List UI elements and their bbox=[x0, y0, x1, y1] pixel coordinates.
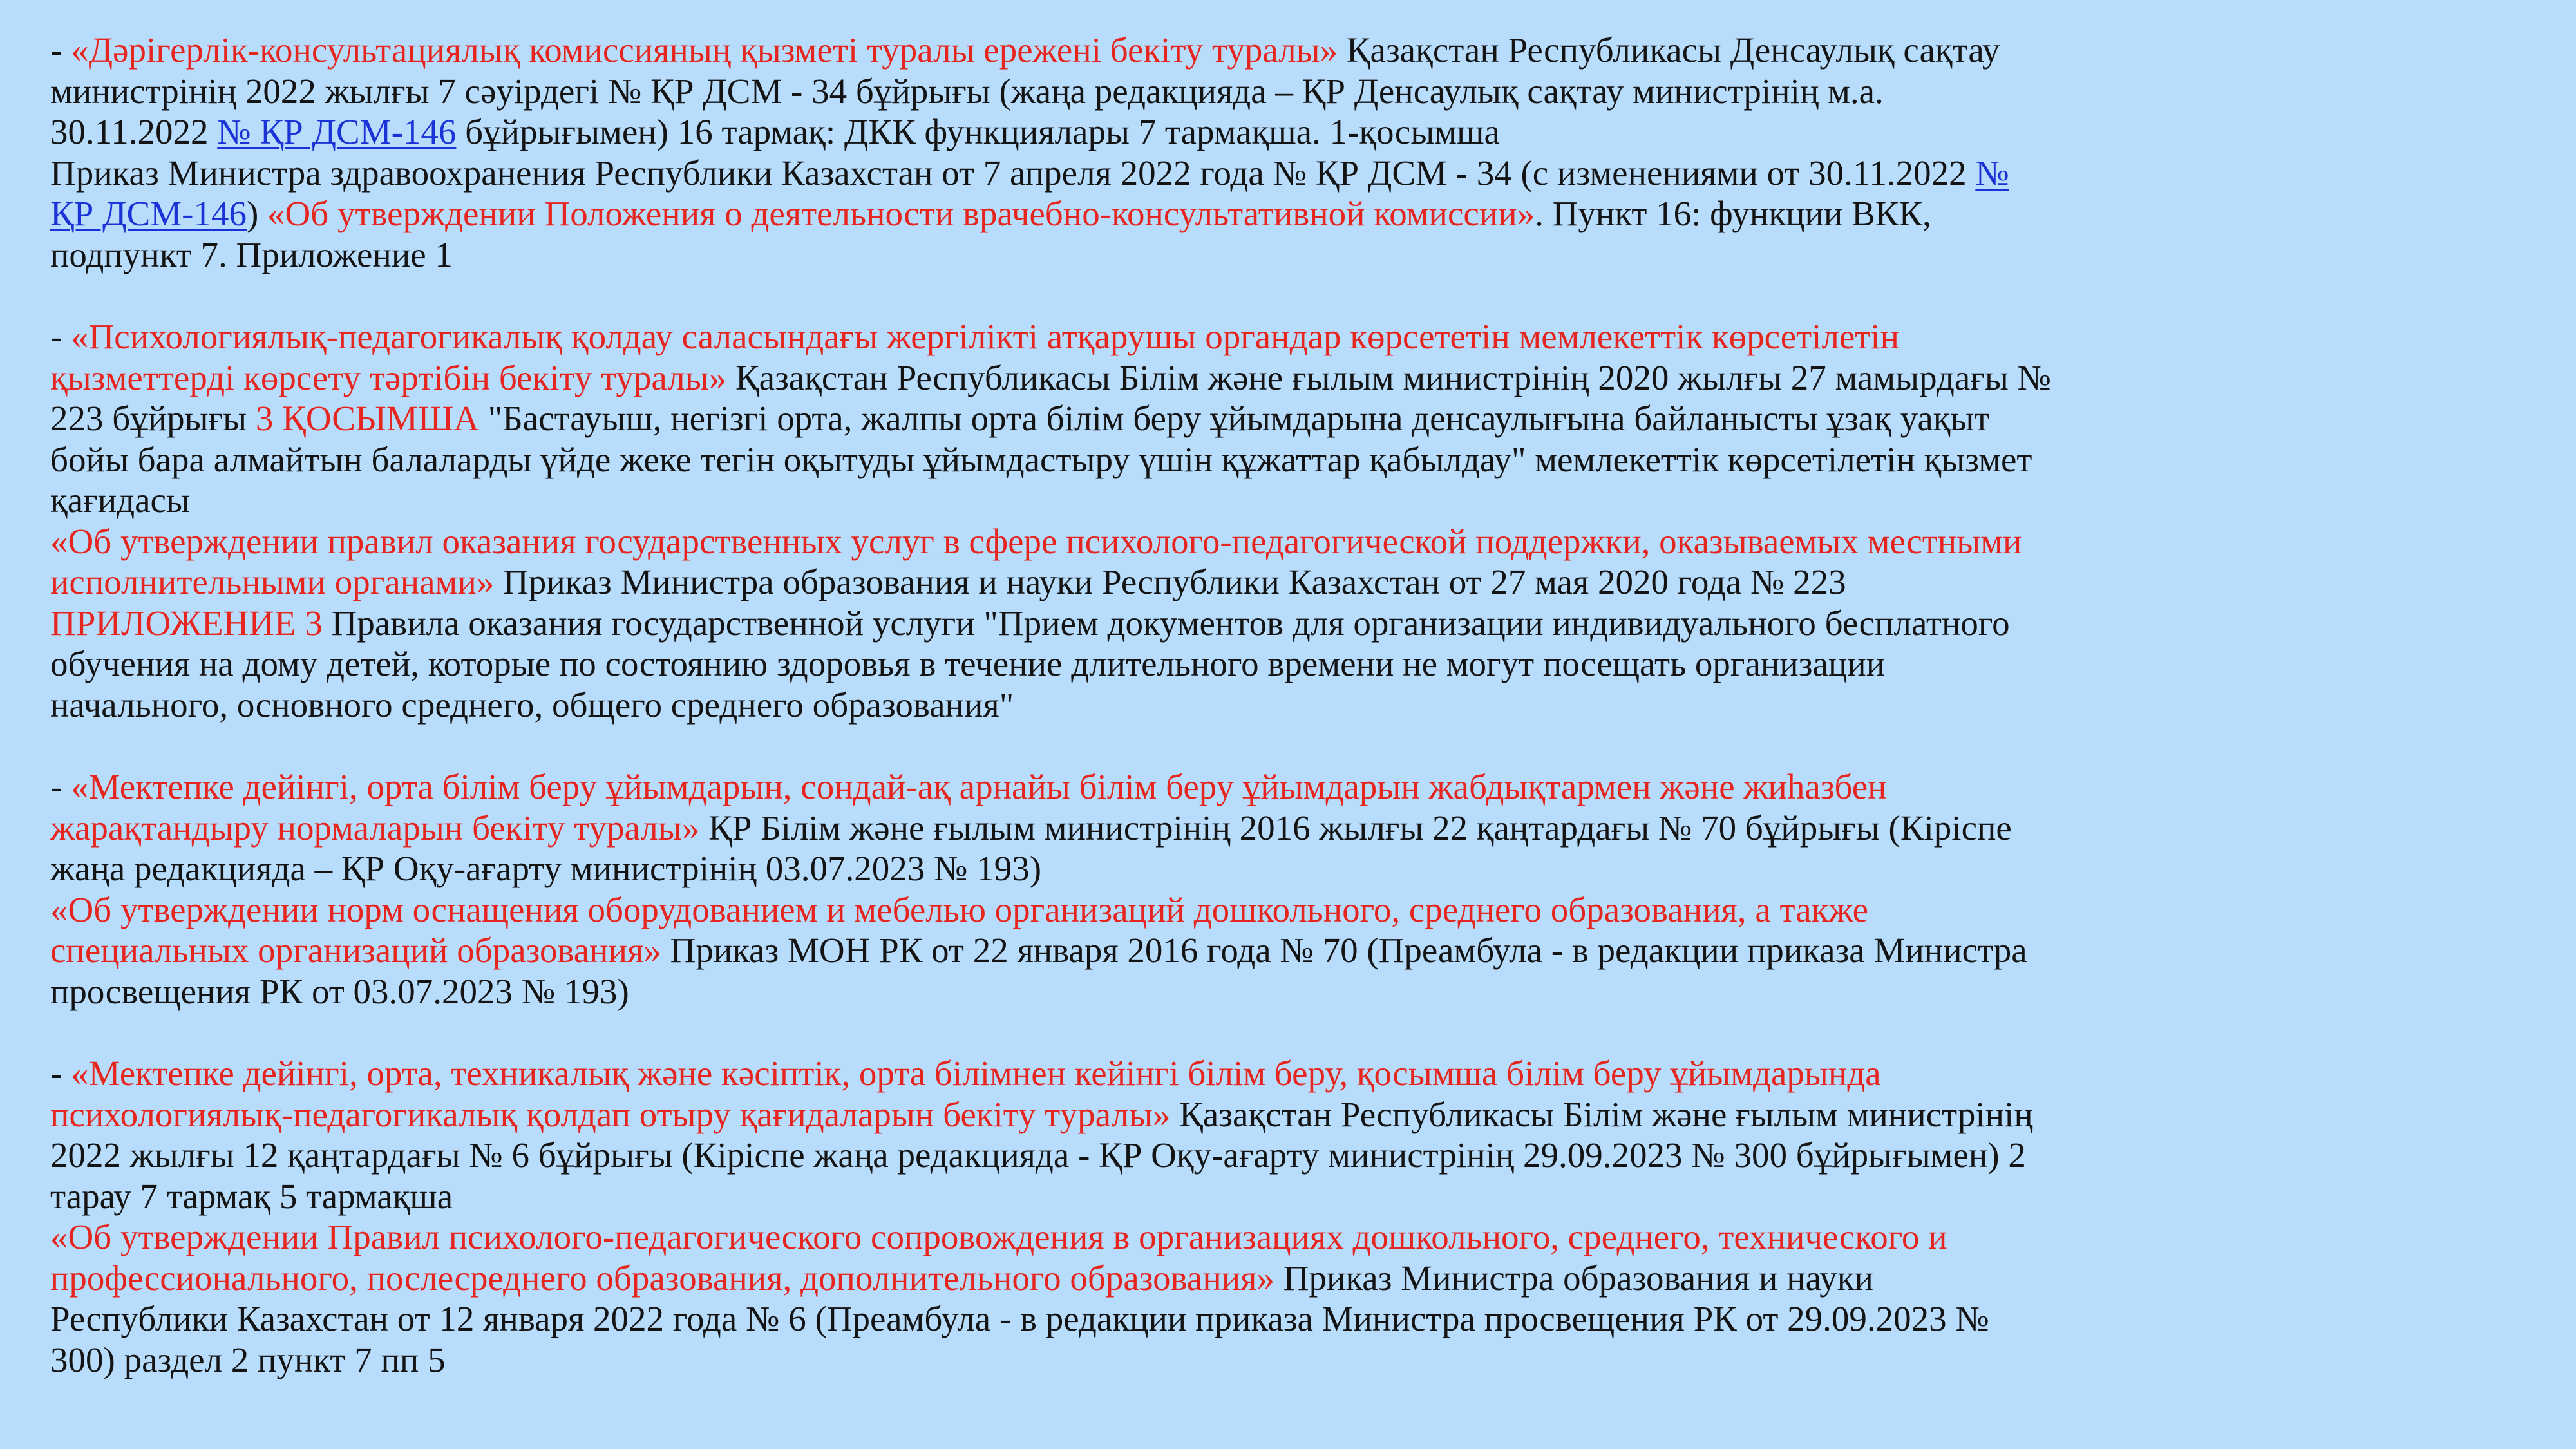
document-body bbox=[50, 30, 2536, 1380]
text-line bbox=[50, 1053, 2536, 1094]
document-link[interactable]: ҚР ДСМ-146 bbox=[50, 194, 247, 233]
text-run: . Пункт 16: функции ВКК, bbox=[1535, 194, 1931, 233]
text-line bbox=[50, 971, 2536, 1012]
highlighted-title: «Об утверждении норм оснащения оборудованием и мебелью организаций дошкольного, среднего образования, а также bbox=[50, 889, 1869, 929]
document-link[interactable]: № ҚР ДСМ-146 bbox=[217, 112, 457, 151]
text-run: начального, основного среднего, общего среднего образования" bbox=[50, 685, 1014, 724]
text-line bbox=[50, 480, 2536, 521]
highlighted-title: «Дәрігерлік-консультациялық комиссияның қызметі туралы ережені бекіту туралы» bbox=[71, 30, 1338, 70]
text-run: бұйрығымен) 16 тармақ: ДКК функциялары 7 тармақша. 1-қосымша bbox=[456, 112, 1500, 151]
text-run: қағидасы bbox=[50, 480, 190, 520]
highlighted-title: «Психологиялық-педагогикалық қолдау саласындағы жергілікті атқарушы органдар көрсететін мемлекеттік көрсетілетін bbox=[71, 317, 1900, 356]
text-run: Приказ Министра здравоохранения Республики Казахстан от 7 апреля 2022 года № ҚР ДСМ - 34 (с изменениями от 30.11.2022 bbox=[50, 153, 1976, 193]
text-line bbox=[50, 848, 2536, 889]
text-run: 300) раздел 2 пункт 7 пп 5 bbox=[50, 1340, 446, 1379]
text-run: Қазақстан Республикасы Білім және ғылым министрінің 2020 жылғы 27 мамырдағы № bbox=[726, 357, 2051, 397]
text-run: подпункт 7. Приложение 1 bbox=[50, 234, 453, 274]
text-line bbox=[50, 1217, 2536, 1258]
text-run: "Бастауыш, негізгі орта, жалпы орта білім беру ұйымдарына денсаулығына байланысты ұзақ уақыт bbox=[478, 399, 1990, 438]
document-link[interactable]: № bbox=[1975, 153, 2009, 193]
text-run: Приказ МОН РК от 22 января 2016 года № 70 (Преамбула - в редакции приказа Министра bbox=[661, 931, 2027, 970]
text-line bbox=[50, 1176, 2536, 1217]
text-line bbox=[50, 1094, 2536, 1135]
text-run: Қазақстан Республикасы Білім және ғылым министрінің bbox=[1170, 1094, 2033, 1134]
text-run: Приказ Министра образования и науки bbox=[1274, 1258, 1873, 1298]
highlighted-title: «Об утверждении Положения о деятельности врачебно-консультативной комиссии» bbox=[267, 194, 1535, 233]
text-line bbox=[50, 71, 2536, 112]
text-line bbox=[50, 643, 2536, 685]
highlighted-title: профессионального, послесреднего образования, дополнительного образования» bbox=[50, 1258, 1274, 1298]
text-line bbox=[50, 521, 2536, 562]
highlighted-title: «Об утверждении правил оказания государственных услуг в сфере психолого-педагогической поддержки, оказываемых местными bbox=[50, 521, 2022, 561]
text-run: бойы бара алмайтын балаларды үйде жеке тегін оқытуды ұйымдастыру үшін құжаттар қабылдау" мемлекеттік көрсетілетін қызмет bbox=[50, 439, 2032, 479]
text-run: обучения на дому детей, которые по состоянию здоровья в течение длительного времени не могут посещать организации bbox=[50, 644, 1886, 683]
highlighted-title: «Об утверждении Правил психолого-педагогического сопровождения в организациях дошкольного, среднего, технического и bbox=[50, 1217, 1947, 1256]
text-line bbox=[50, 1135, 2536, 1176]
text-line bbox=[50, 1340, 2536, 1381]
text-line bbox=[50, 1258, 2536, 1299]
highlighted-title: специальных организаций образования» bbox=[50, 931, 661, 970]
text-run: жаңа редакцияда – ҚР Оқу-ағарту министрінің 03.07.2023 № 193) bbox=[50, 849, 1042, 888]
reference-paragraph bbox=[50, 1053, 2536, 1380]
text-run: Қазақстан Республикасы Денсаулық сақтау bbox=[1338, 30, 2000, 70]
highlighted-title: қызметтерді көрсету тәртібін бекіту туралы» bbox=[50, 357, 727, 397]
text-run: 223 бұйрығы bbox=[50, 399, 256, 438]
text-line bbox=[50, 1298, 2536, 1340]
highlighted-title: «Мектепке дейінгі, орта, техникалық және кәсіптік, орта білімнен кейінгі білім беру, қосымша білім беру ұйымдарында bbox=[71, 1054, 1881, 1093]
text-line bbox=[50, 193, 2536, 234]
highlighted-title: 3 ҚОСЫМША bbox=[255, 399, 479, 438]
highlighted-title: жарақтандыру нормаларын бекіту туралы» bbox=[50, 808, 700, 848]
text-line bbox=[50, 603, 2536, 644]
reference-paragraph bbox=[50, 30, 2536, 275]
highlighted-title: психологиялық-педагогикалық қолдап отыру қағидаларын бекіту туралы» bbox=[50, 1094, 1171, 1134]
text-line bbox=[50, 357, 2536, 399]
highlighted-title: «Мектепке дейінгі, орта білім беру ұйымдарын, сондай-ақ арнайы білім беру ұйымдарын жабдықтармен және жиһазбен bbox=[71, 767, 1887, 806]
text-run: министрінің 2022 жылғы 7 сәуірдегі № ҚР ДСМ - 34 бұйрығы (жаңа редакцияда – ҚР Денсаулық сақтау министрінің м.а. bbox=[50, 71, 1884, 111]
text-run: - bbox=[50, 317, 71, 356]
text-line bbox=[50, 111, 2536, 153]
text-run: Приказ Министра образования и науки Республики Казахстан от 27 мая 2020 года № 223 bbox=[494, 562, 1846, 601]
text-run: Республики Казахстан от 12 января 2022 года № 6 (Преамбула - в редакции приказа Министра просвещения РК от 29.09.2023 № bbox=[50, 1299, 1989, 1338]
text-run: - bbox=[50, 767, 71, 806]
highlighted-title: ПРИЛОЖЕНИЕ 3 bbox=[50, 603, 323, 643]
text-run: - bbox=[50, 30, 71, 70]
document-page bbox=[50, 30, 2536, 1421]
text-run: просвещения РК от 03.07.2023 № 193) bbox=[50, 971, 629, 1011]
text-run: 30.11.2022 bbox=[50, 112, 218, 151]
text-run: ) bbox=[246, 194, 268, 233]
text-line bbox=[50, 316, 2536, 357]
text-line bbox=[50, 562, 2536, 603]
text-run: Правила оказания государственной услуги "Прием документов для организации индивидуального бесплатного bbox=[322, 603, 2010, 643]
highlighted-title: исполнительными органами» bbox=[50, 562, 495, 601]
text-line bbox=[50, 234, 2536, 276]
text-line bbox=[50, 766, 2536, 808]
text-run: тарау 7 тармақ 5 тармақша bbox=[50, 1176, 453, 1216]
text-line bbox=[50, 398, 2536, 439]
text-line bbox=[50, 889, 2536, 931]
text-line bbox=[50, 930, 2536, 971]
text-run: 2022 жылғы 12 қаңтардағы № 6 бұйрығы (Кіріспе жаңа редакцияда - ҚР Оқу-ағарту министрінің 29.09.2023 № 300 бұйрығымен) 2 bbox=[50, 1135, 2026, 1175]
reference-paragraph bbox=[50, 316, 2536, 725]
text-run: ҚР Білім және ғылым министрінің 2016 жылғы 22 қаңтардағы № 70 бұйрығы (Кіріспе bbox=[699, 808, 2012, 848]
text-line bbox=[50, 153, 2536, 194]
text-line bbox=[50, 439, 2536, 480]
text-line bbox=[50, 808, 2536, 849]
text-line bbox=[50, 30, 2536, 71]
text-run: - bbox=[50, 1054, 71, 1093]
text-line bbox=[50, 685, 2536, 726]
reference-paragraph bbox=[50, 766, 2536, 1012]
